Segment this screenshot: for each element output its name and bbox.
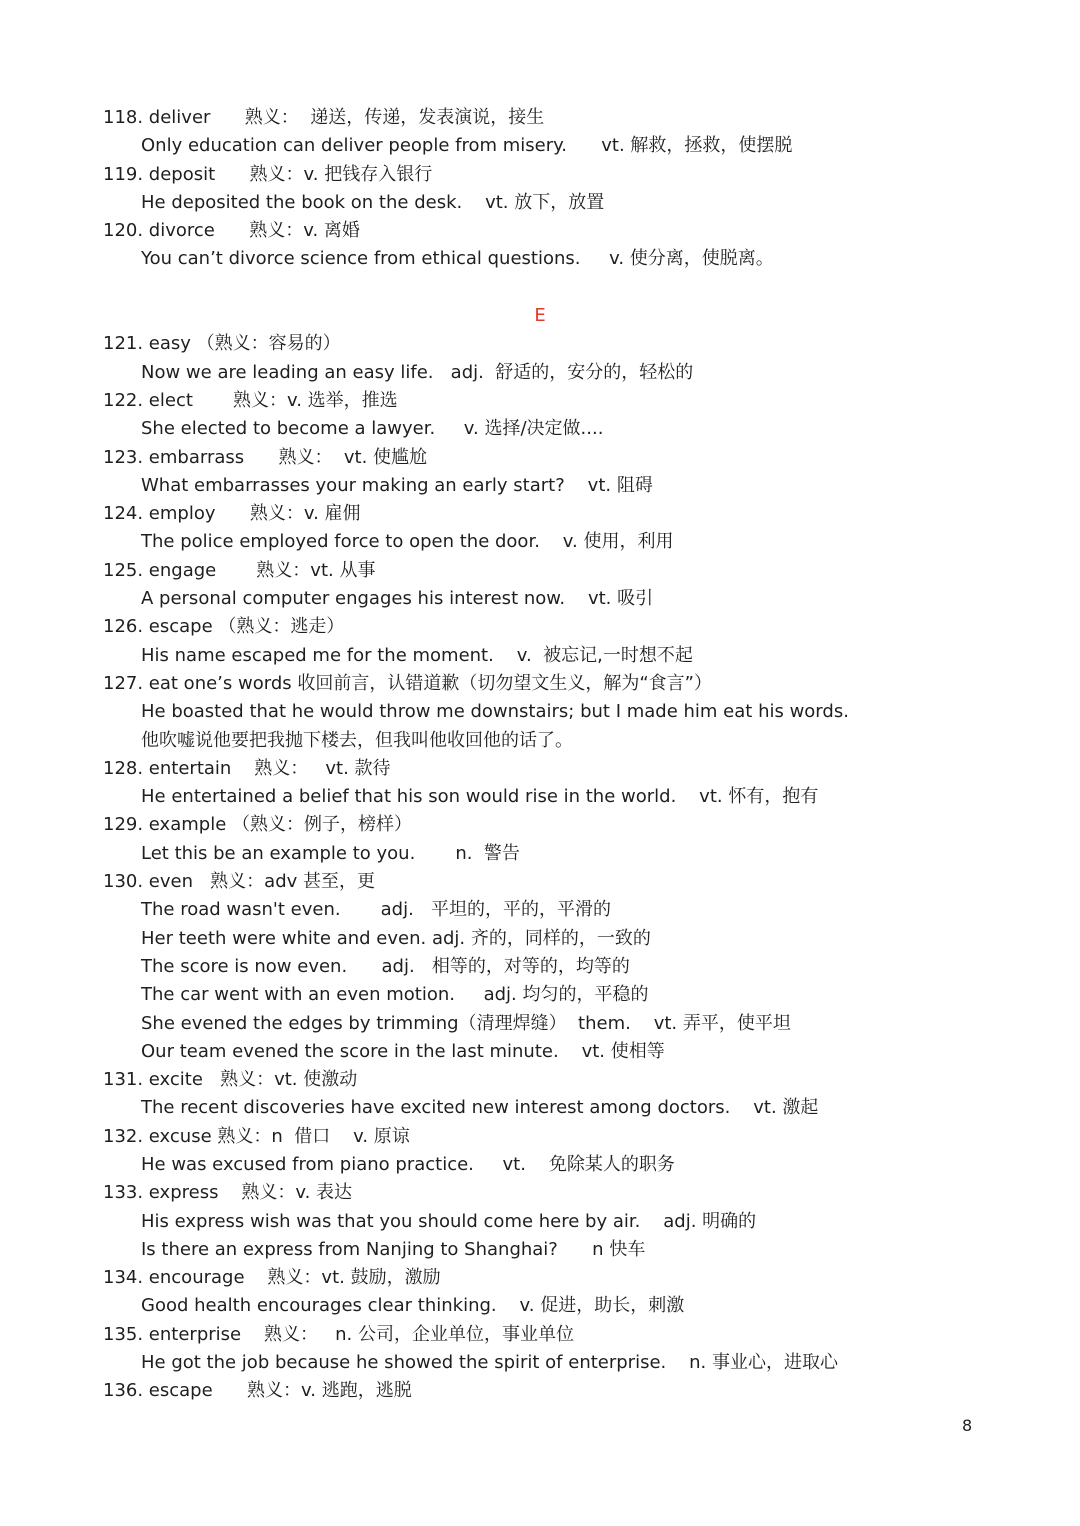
entry-133-headword: 133. express 熟义：v. 表达 [103, 1182, 353, 1204]
entry-131-example: The recent discoveries have excited new interest among doctors. vt. 激起 [141, 1097, 819, 1119]
entry-119-headword: 119. deposit 熟义：v. 把钱存入银行 [103, 163, 433, 185]
entry-126-example: His name escaped me for the moment. v. 被忘记,一时想不起 [141, 644, 693, 666]
entry-132-headword: 132. excuse 熟义：n 借口 v. 原谅 [103, 1125, 410, 1147]
entry-129-example: Let this be an example to you. n. 警告 [141, 842, 520, 864]
entry-125-headword: 125. engage 熟义：vt. 从事 [103, 559, 376, 581]
entry-123-example: What embarrasses your making an early start? vt. 阻碍 [141, 474, 653, 496]
spacer [103, 274, 1003, 302]
entry-128-headword: 128. entertain 熟义： vt. 款待 [103, 757, 391, 779]
entry-129-headword: 129. example （熟义：例子，榜样） [103, 814, 412, 836]
entry-127-translation: 他吹嘘说他要把我抛下楼去，但我叫他收回他的话了。 [141, 729, 573, 751]
entry-124-headword: 124. employ 熟义：v. 雇佣 [103, 503, 361, 525]
entry-127-headword: 127. eat one’s words 收回前言，认错道歉（切勿望文生义，解为“食言”） [103, 672, 712, 694]
entry-127-example: He boasted that he would throw me downstairs; but I made him eat his words. [141, 701, 849, 723]
entry-120-example: You can’t divorce science from ethical questions. v. 使分离，使脱离。 [141, 248, 774, 270]
entry-118-example: Only education can deliver people from misery. vt. 解救，拯救，使摆脱 [141, 135, 793, 157]
entry-122-headword: 122. elect 熟义：v. 选举，推选 [103, 389, 398, 411]
entry-118-headword: 118. deliver 熟义： 递送，传递，发表演说，接生 [103, 107, 545, 128]
entry-134-headword: 134. encourage 熟义：vt. 鼓励，激励 [103, 1267, 441, 1289]
entry-130-headword: 130. even 熟义：adv 甚至，更 [103, 871, 376, 893]
entry-126-headword: 126. escape （熟义：逃走） [103, 616, 345, 638]
entry-123-headword: 123. embarrass 熟义： vt. 使尴尬 [103, 446, 428, 468]
entry-136-headword: 136. escape 熟义：v. 逃跑，逃脱 [103, 1380, 412, 1402]
entry-131-headword: 131. excite 熟义：vt. 使激动 [103, 1069, 358, 1091]
entry-120-headword: 120. divorce 熟义：v. 离婚 [103, 220, 360, 242]
entry-130-example-5: She evened the edges by trimming（清理焊缝） them. vt. 弄平，使平坦 [141, 1012, 791, 1034]
entry-133-example-2: Is there an express from Nanjing to Shanghai? n 快车 [141, 1238, 646, 1260]
entry-133-example-1: His express wish was that you should come here by air. adj. 明确的 [141, 1210, 757, 1232]
entry-135-example: He got the job because he showed the spirit of enterprise. n. 事业心，进取心 [141, 1352, 838, 1374]
entry-128-example: He entertained a belief that his son would rise in the world. vt. 怀有，抱有 [141, 786, 819, 808]
entry-124-example: The police employed force to open the door. v. 使用，利用 [141, 531, 674, 553]
entry-121-headword: 121. easy （熟义：容易的） [103, 333, 341, 355]
entry-130-example-2: Her teeth were white and even. adj. 齐的，同样的，一致的 [141, 927, 651, 949]
entry-119-example: He deposited the book on the desk. vt. 放下，放置 [141, 191, 605, 213]
page-number: 8 [962, 1416, 973, 1435]
section-heading-e: E [534, 305, 546, 327]
entry-122-example: She elected to become a lawyer. v. 选择/决定做.... [141, 418, 604, 440]
entry-130-example-4: The car went with an even motion. adj. 均匀的，平稳的 [141, 984, 649, 1006]
entry-121-example: Now we are leading an easy life. adj. 舒适的，安分的，轻松的 [141, 361, 694, 383]
entry-130-example-1: The road wasn't even. adj. 平坦的，平的，平滑的 [141, 899, 611, 921]
entry-130-example-6: Our team evened the score in the last minute. vt. 使相等 [141, 1040, 665, 1062]
entry-134-example: Good health encourages clear thinking. v. 促进，助长，刺激 [141, 1295, 685, 1317]
entry-125-example: A personal computer engages his interest now. vt. 吸引 [141, 588, 654, 610]
vocabulary-list [103, 104, 1003, 1406]
entry-130-example-3: The score is now even. adj. 相等的，对等的，均等的 [141, 955, 630, 977]
entry-132-example: He was excused from piano practice. vt. 免除某人的职务 [141, 1153, 675, 1175]
entry-135-headword: 135. enterprise 熟义： n. 公司，企业单位，事业单位 [103, 1323, 574, 1345]
